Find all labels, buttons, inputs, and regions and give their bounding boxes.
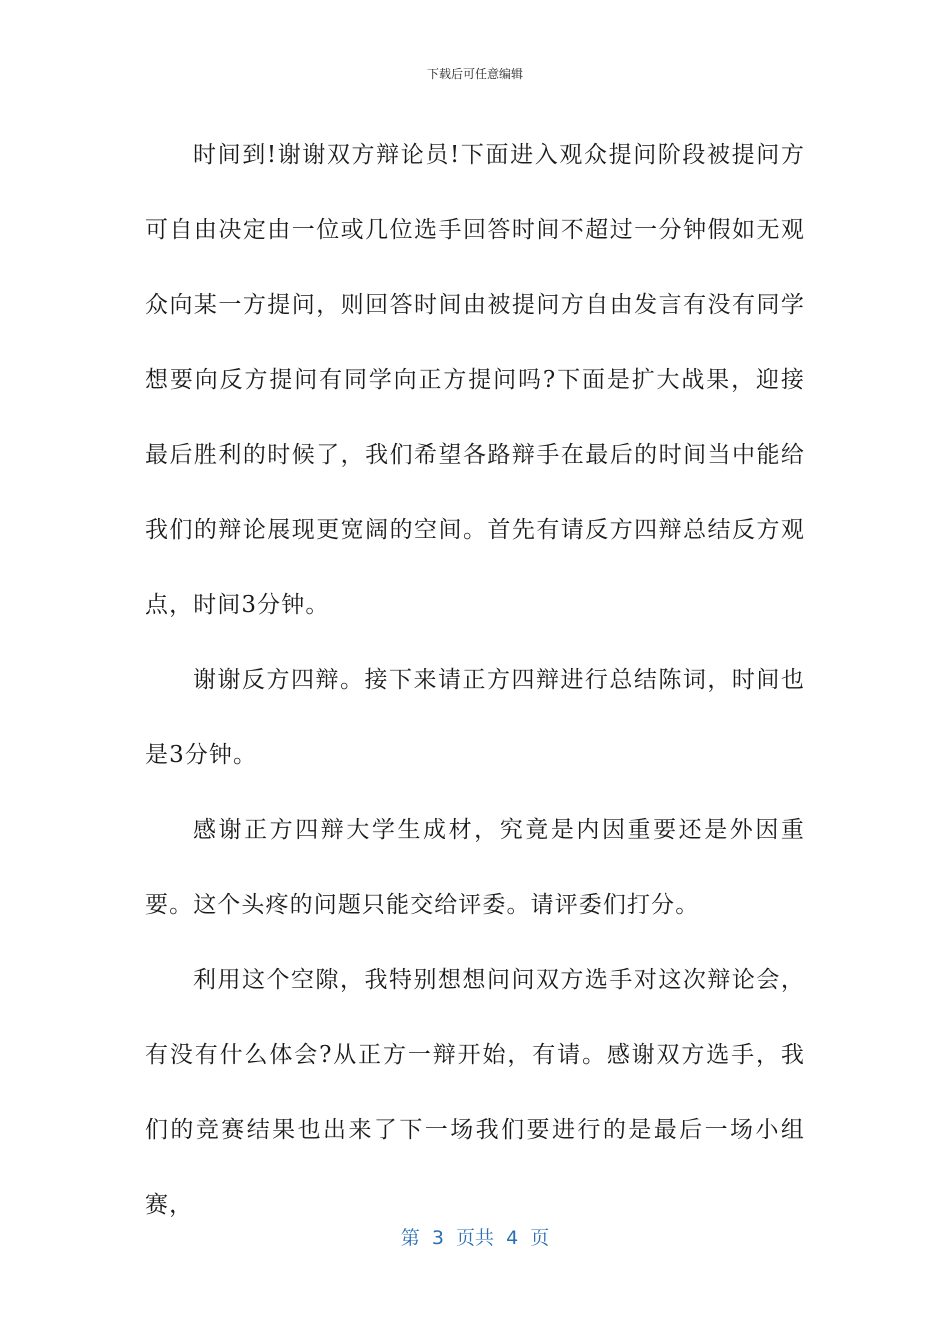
- page-header: 下载后可任意编辑: [426, 67, 523, 81]
- paragraph-2: 谢谢反方四辩。接下来请正方四辩进行总结陈词，时间也是3分钟。: [145, 667, 805, 768]
- paragraph-4: 利用这个空隙，我特别想想问问双方选手对这次辩论会，有没有什么体会?从正方一辩开始，有请。感谢双方选手，我们的竞赛结果也出来了下一场我们要进行的是最后一场小组赛，: [145, 967, 805, 1218]
- page-footer: 第 3 页共 4 页: [400, 1227, 550, 1249]
- paragraph-1: 时间到!谢谢双方辩论员!下面进入观众提问阶段被提问方可自由决定由一位或几位选手回答时间不超过一分钟假如无观众向某一方提问，则回答时间由被提问方自由发言有没有同学想要向反方提问有同学向正方提问吗?下面是扩大战果，迎接最后胜利的时候了，我们希望各路辩手在最后的时间当中能给我们的辩论展现更宽阔的空间。首先有请反方四辩总结反方观点，时间3分钟。: [145, 142, 805, 618]
- paragraph-3: 感谢正方四辩大学生成材，究竟是内因重要还是外因重要。这个头疼的问题只能交给评委。请评委们打分。: [145, 817, 805, 918]
- document-body: [145, 118, 805, 1243]
